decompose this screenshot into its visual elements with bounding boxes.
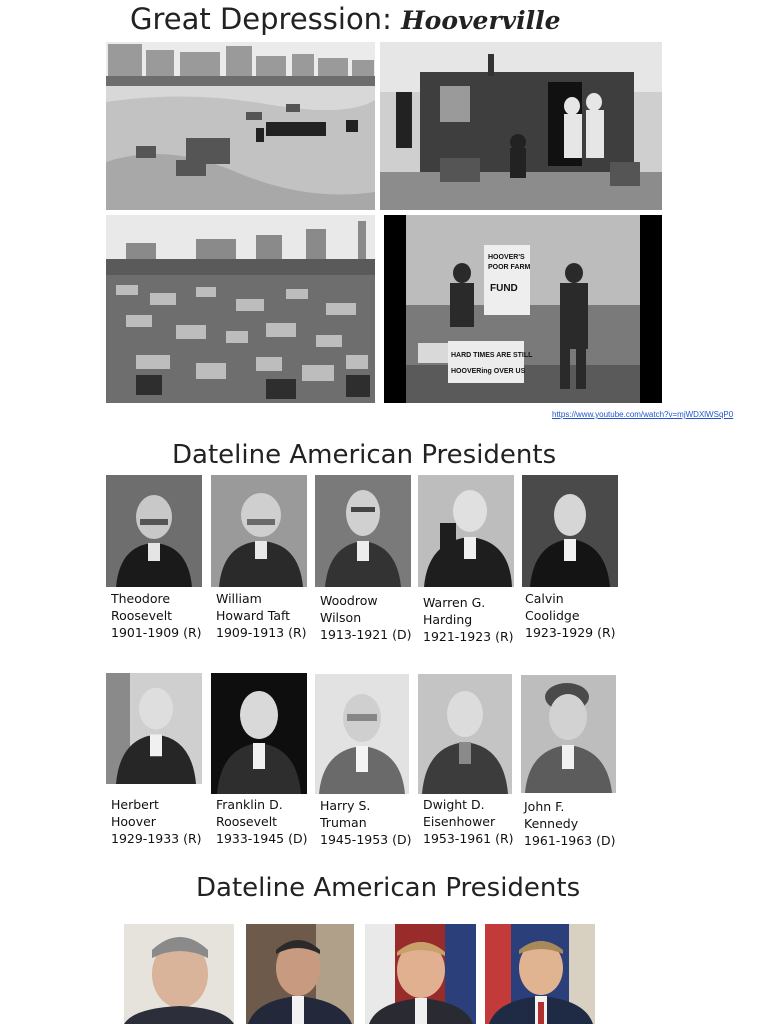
caption-line: 1921-1923 (R) xyxy=(423,629,514,644)
portrait-william-howard-taft xyxy=(211,475,307,587)
caption-line: Warren G. xyxy=(423,595,486,610)
hooverville-photo-2 xyxy=(380,42,662,210)
caption-line: Wilson xyxy=(320,610,362,625)
sign2-line-2: HOOVERing OVER US xyxy=(451,368,526,375)
caption-line: Calvin xyxy=(525,591,564,606)
caption-line: Howard Taft xyxy=(216,608,291,623)
caption-line: Roosevelt xyxy=(111,608,173,623)
section-title-2: Dateline American Presidents xyxy=(196,873,581,903)
caption-line: 1933-1945 (D) xyxy=(216,831,308,846)
hooverville-photo-3 xyxy=(106,215,375,403)
caption-line: 1923-1929 (R) xyxy=(525,625,616,640)
caption-calvin-coolidge xyxy=(525,590,625,641)
portrait-calvin-coolidge xyxy=(522,475,618,587)
caption-line: Harding xyxy=(423,612,473,627)
caption-line: Truman xyxy=(320,815,367,830)
caption-line: 1953-1961 (R) xyxy=(423,831,514,846)
caption-line: 1961-1963 (D) xyxy=(524,833,616,848)
caption-line: Woodrow xyxy=(320,593,378,608)
caption-line: Kennedy xyxy=(524,816,579,831)
title-plain: Great Depression: xyxy=(130,2,392,36)
portrait-warren-harding xyxy=(418,475,514,587)
sign2-line-1: HARD TIMES ARE STILL xyxy=(451,352,533,359)
caption-theodore-roosevelt xyxy=(111,590,211,641)
hooverville-photo-1 xyxy=(106,42,375,210)
caption-line: 1929-1933 (R) xyxy=(111,831,202,846)
sign-line-2: POOR FARM xyxy=(488,264,531,271)
portrait-color-4 xyxy=(485,924,595,1024)
caption-line: Dwight D. xyxy=(423,797,485,812)
caption-line: William xyxy=(216,591,262,606)
caption-dwight-eisenhower xyxy=(423,796,523,847)
portrait-theodore-roosevelt xyxy=(106,475,202,587)
caption-line: Roosevelt xyxy=(216,814,278,829)
caption-line: 1913-1921 (D) xyxy=(320,627,412,642)
caption-line: Franklin D. xyxy=(216,797,283,812)
section-title-1: Dateline American Presidents xyxy=(172,440,557,470)
portrait-herbert-hoover xyxy=(106,673,202,784)
caption-william-howard-taft xyxy=(216,590,316,641)
portrait-harry-truman xyxy=(315,674,409,794)
caption-warren-harding xyxy=(423,594,523,645)
page-title xyxy=(130,2,561,36)
title-script: Hooverville xyxy=(401,6,561,35)
caption-franklin-roosevelt xyxy=(216,796,316,847)
caption-line: 1909-1913 (R) xyxy=(216,625,307,640)
caption-line: Eisenhower xyxy=(423,814,496,829)
caption-line: Coolidge xyxy=(525,608,580,623)
sign-line-1: HOOVER'S xyxy=(488,254,525,261)
portrait-woodrow-wilson xyxy=(315,475,411,587)
caption-john-kennedy xyxy=(524,798,624,849)
portrait-color-1 xyxy=(124,924,234,1024)
caption-woodrow-wilson xyxy=(320,592,420,643)
portrait-franklin-roosevelt xyxy=(211,673,307,794)
caption-line: 1945-1953 (D) xyxy=(320,832,412,847)
portrait-john-kennedy xyxy=(521,675,616,793)
hooverville-photo-4 xyxy=(384,215,662,403)
source-link[interactable]: https://www.youtube.com/watch?v=mjWDXlWSqP0 xyxy=(552,410,734,419)
caption-line: Harry S. xyxy=(320,798,371,813)
caption-line: Hoover xyxy=(111,814,156,829)
caption-line: 1901-1909 (R) xyxy=(111,625,202,640)
portrait-dwight-eisenhower xyxy=(418,674,512,794)
caption-herbert-hoover xyxy=(111,796,211,847)
caption-harry-truman xyxy=(320,797,420,848)
caption-line: Herbert xyxy=(111,797,159,812)
portrait-color-3 xyxy=(365,924,476,1024)
caption-line: Theodore xyxy=(111,591,171,606)
sign-line-3: FUND xyxy=(490,283,518,294)
portrait-color-2 xyxy=(246,924,354,1024)
caption-line: John F. xyxy=(524,799,565,814)
